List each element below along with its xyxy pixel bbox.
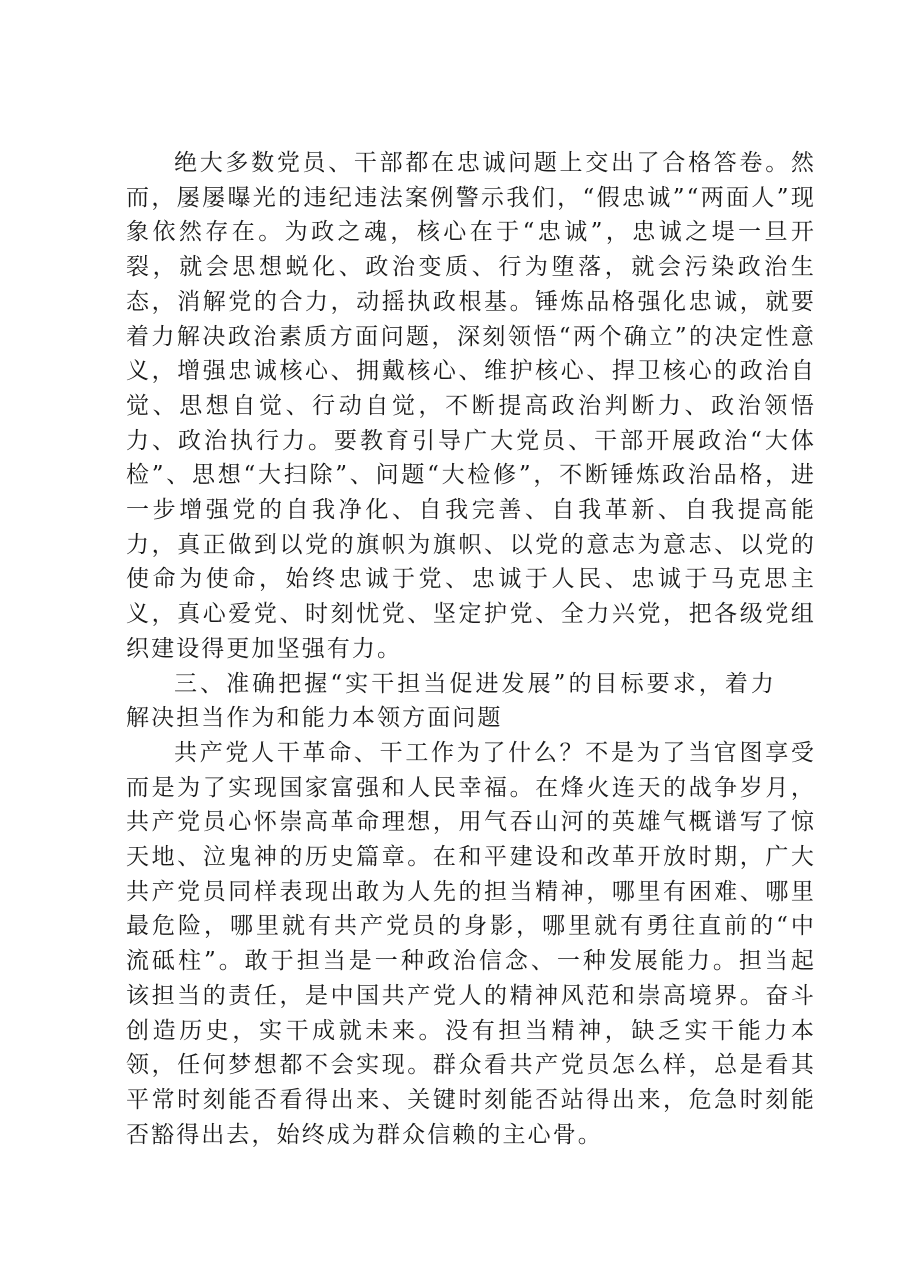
paragraph-loyalty: 绝大多数党员、干部都在忠诚问题上交出了合格答卷。然而，屡屡曝光的违纪违法案例警示我们，“假忠诚”“两面人”现象依然存在。为政之魂，核心在于“忠诚”，忠诚之堤一旦开裂，就会思想蜕化、政治变质、行为堕落，就会污染政治生态，消解党的合力，动摇执政根基。锤炼品格强化忠诚，就要着力解决政治素质方面问题，深刻领悟“两个确立”的决定性意义，增强忠诚核心、拥戴核心、维护核心、捍卫核心的政治自觉、思想自觉、行动自觉，不断提高政治判断力、政治领悟力、政治执行力。要教育引导广大党员、干部开展政治“大体检”、思想“大扫除”、问题“大检修”，不断锤炼政治品格，进一步增强党的自我净化、自我完善、自我革新、自我提高能力，真正做到以党的旗帜为旗帜、以党的意志为意志、以党的使命为使命，始终忠诚于党、忠诚于人民、忠诚于马克思主义，真心爱党、时刻忧党、坚定护党、全力兴党，把各级党组织建设得更加坚强有力。 (126, 150, 816, 662)
paragraph-responsibility: 共产党人干革命、干工作为了什么？不是为了当官图享受而是为了实现国家富强和人民幸福。在烽火连天的战争岁月，共产党员心怀崇高革命理想，用气吞山河的英雄气概谱写了惊天地、泣鬼神的历史篇章。在和平建设和改革开放时期，广大共产党员同样表现出敢为人先的担当精神，哪里有困难、哪里最危险，哪里就有共产党员的身影，哪里就有勇往直前的“中流砥柱”。敢于担当是一种政治信念、一种发展能力。担当起该担当的责任，是中国共产党人的精神风范和崇高境界。奋斗创造历史，实干成就未来。没有担当精神，缺乏实干能力本领，任何梦想都不会实现。群众看共产党员怎么样，总是看其平常时刻能否看得出来、关键时刻能否站得出来，危急时刻能否豁得出去，始终成为群众信赖的主心骨。 (126, 739, 816, 1148)
document-body (126, 146, 816, 1152)
section-heading-three: 三、准确把握“实干担当促进发展”的目标要求，着力解决担当作为和能力本领方面问题 (126, 670, 776, 732)
